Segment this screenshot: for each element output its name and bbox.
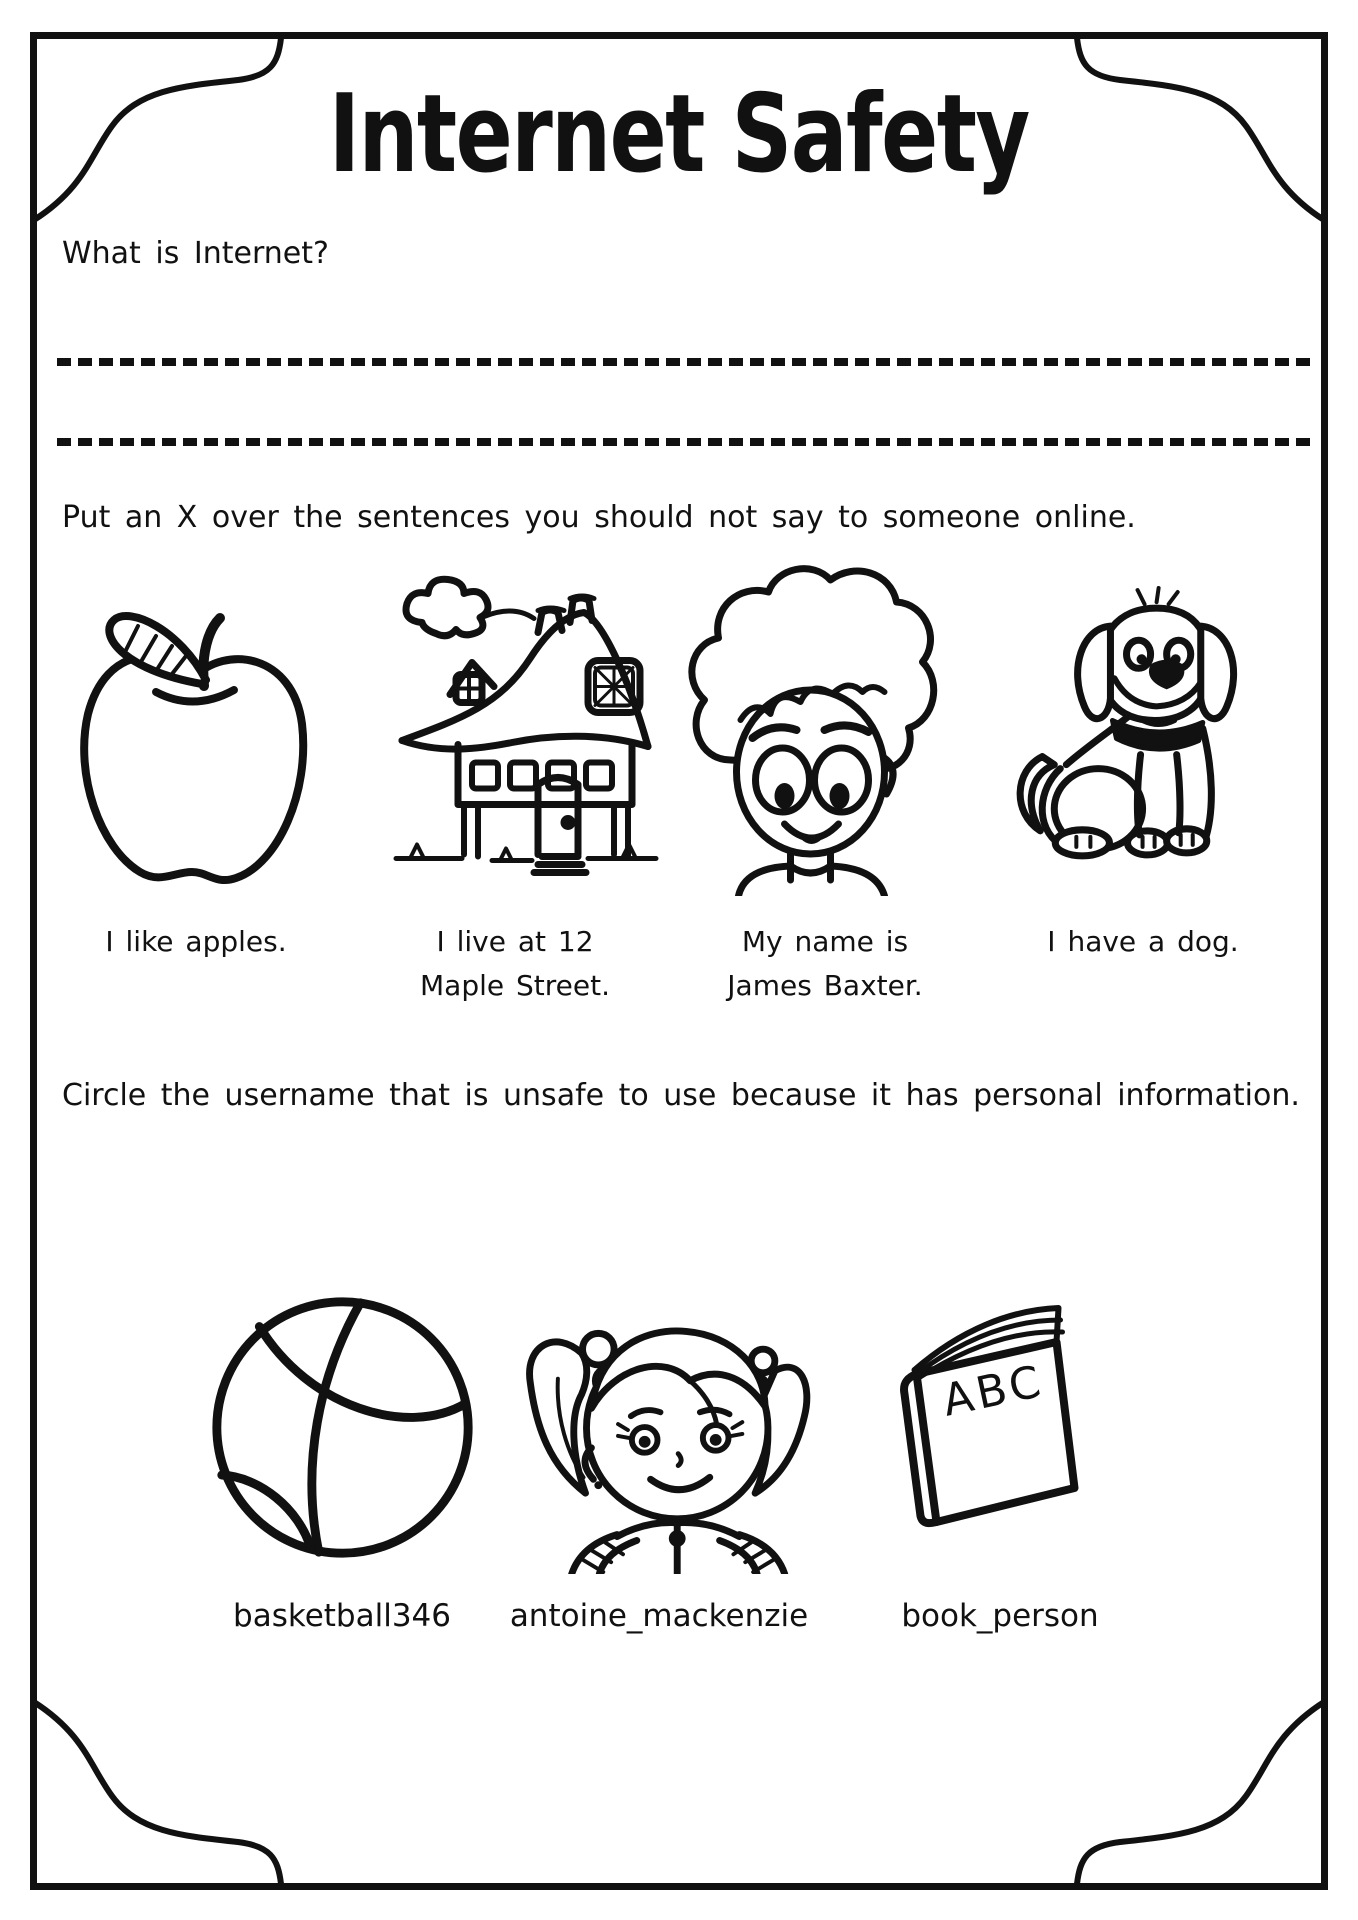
sentence-caption[interactable]: I have a dog. [1047, 925, 1239, 958]
boy-icon [678, 560, 944, 896]
sentence-caption[interactable]: My name is James Baxter. [727, 925, 923, 1002]
question-what-is-internet: What is Internet? [62, 236, 329, 271]
corner-flourish [1074, 1699, 1324, 1884]
apple-icon [68, 596, 318, 892]
page-title: Internet Safety [328, 72, 1030, 197]
basketball-icon [202, 1286, 484, 1570]
sentence-caption[interactable]: I live at 12 Maple Street. [420, 925, 610, 1002]
username-label[interactable]: antoine_mackenzie [509, 1598, 809, 1634]
house-icon [392, 572, 662, 888]
answer-line-2[interactable] [57, 438, 1310, 446]
corner-flourish [34, 1699, 284, 1884]
username-label[interactable]: basketball346 [233, 1598, 451, 1634]
sentence-figure-boy[interactable] [678, 560, 944, 896]
sentence-figure-apple[interactable] [68, 596, 318, 892]
book-cover-text: ABC [938, 1355, 1049, 1427]
book-icon [860, 1282, 1086, 1542]
username-label[interactable]: book_person [901, 1598, 1099, 1634]
instruction-put-x: Put an X over the sentences you should not say to someone online. [62, 500, 1136, 535]
sentence-figure-house[interactable] [392, 572, 662, 888]
dog-icon [1006, 578, 1242, 884]
instruction-circle-username: Circle the username that is unsafe to use because it has personal information. [62, 1078, 1300, 1113]
username-figure-basketball[interactable] [202, 1286, 484, 1570]
username-figure-girl[interactable] [494, 1288, 820, 1574]
sentence-figure-dog[interactable] [1006, 578, 1242, 884]
answer-line-1[interactable] [57, 358, 1310, 366]
girl-icon [494, 1288, 820, 1574]
username-figure-book[interactable] [860, 1282, 1086, 1542]
sentence-caption[interactable]: I like apples. [105, 925, 287, 958]
